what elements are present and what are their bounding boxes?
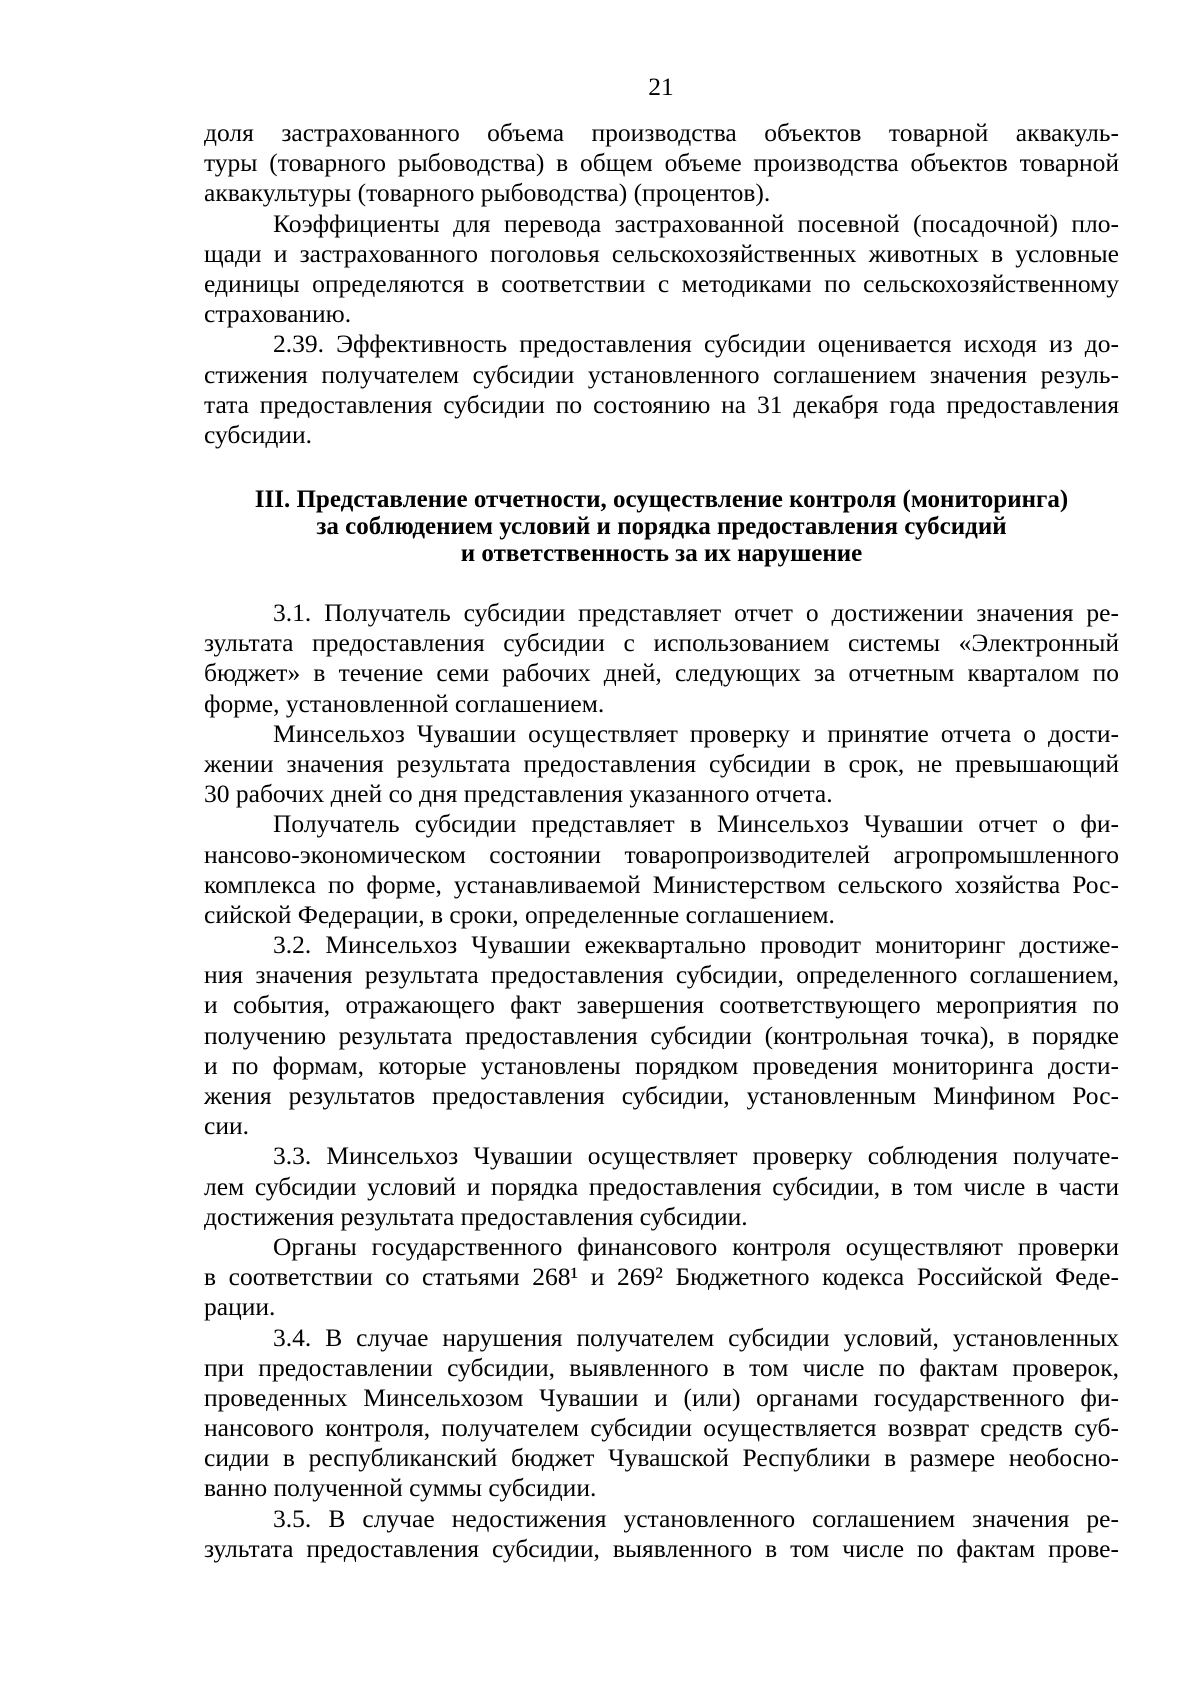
text-line: нансово-экономическом состоянии товаропроизводителей агропромышленного bbox=[204, 839, 1119, 869]
text-line: щади и застрахованного поголовья сельскохозяйственных животных в условные bbox=[204, 238, 1119, 268]
text-line: Органы государственного финансового контроля осуществляют проверки bbox=[273, 1231, 1119, 1261]
text-line: комплекса по форме, устанавливаемой Министерством сельского хозяйства Рос- bbox=[204, 869, 1119, 899]
text-line: сидии в республиканский бюджет Чувашской Республики в размере необосно- bbox=[204, 1443, 1119, 1473]
paragraph bbox=[204, 329, 1119, 450]
text-line: получению результата предоставления субсидии (контрольная точка), в порядке bbox=[204, 1020, 1119, 1050]
page-number: 21 bbox=[648, 72, 674, 101]
text-line: 2.39. Эффективность предоставления субсидии оценивается исходя из до- bbox=[273, 329, 1119, 359]
paragraph bbox=[204, 1232, 1119, 1323]
text-line: субсидии. bbox=[204, 419, 312, 449]
text-line: зультата предоставления субсидии с использованием системы «Электронный bbox=[204, 628, 1119, 658]
text-line: тата предоставления субсидии по состоянию на 31 декабря года предоставления bbox=[204, 389, 1119, 419]
text-line: и по формам, которые установлены порядком проведения мониторинга дости- bbox=[204, 1050, 1119, 1080]
text-line: Коэффициенты для перевода застрахованной посевной (посадочной) пло- bbox=[273, 208, 1119, 238]
paragraph bbox=[204, 930, 1119, 1141]
text-line: лем субсидии условий и порядка предоставления субсидии, в том числе в части bbox=[204, 1171, 1119, 1201]
text-line: форме, установленной соглашением. bbox=[204, 688, 605, 718]
text-line: бюджет» в течение семи рабочих дней, следующих за отчетным кварталом по bbox=[204, 658, 1119, 688]
paragraph bbox=[204, 118, 1119, 209]
text-line: страхованию. bbox=[204, 299, 352, 329]
text-line: 3.5. В случае недостижения установленного соглашением значения ре- bbox=[273, 1503, 1119, 1533]
text-line: проведенных Минсельхозом Чувашии и (или) органами государственного фи- bbox=[204, 1382, 1119, 1412]
paragraph bbox=[204, 1141, 1119, 1232]
text-line: зультата предоставления субсидии, выявленного в том числе по фактам прове- bbox=[204, 1533, 1119, 1563]
text-line: сии. bbox=[204, 1111, 249, 1141]
text-line: единицы определяются в соответствии с методиками по сельскохозяйственному bbox=[204, 268, 1119, 298]
text-line: нансового контроля, получателем субсидии осуществляется возврат средств суб- bbox=[204, 1413, 1119, 1443]
text-line: доля застрахованного объема производства объектов товарной аквакуль- bbox=[204, 118, 1119, 147]
paragraph bbox=[204, 598, 1119, 719]
text-line: стижения получателем субсидии установленного соглашением значения резуль- bbox=[204, 359, 1119, 389]
text-line: 3.3. Минсельхоз Чувашии осуществляет проверку соблюдения получате- bbox=[273, 1141, 1119, 1171]
text-line: и события, отражающего факт завершения соответствующего мероприятия по bbox=[204, 990, 1119, 1020]
paragraph bbox=[204, 809, 1119, 930]
text-line: рации. bbox=[204, 1292, 276, 1322]
heading-line: III. Представление отчетности, осуществление контроля (мониторинга) bbox=[254, 486, 1069, 513]
text-line: в соответствии со статьями 268¹ и 269² Бюджетного кодекса Российской Феде- bbox=[204, 1262, 1119, 1292]
heading-line: за соблюдением условий и порядка предоставления субсидий bbox=[316, 513, 1007, 540]
body-text-top bbox=[204, 118, 1119, 450]
text-line: аквакультуры (товарного рыбоводства) (процентов). bbox=[204, 178, 771, 208]
paragraph bbox=[204, 1323, 1119, 1504]
text-line: жения результатов предоставления субсидии, установленным Минфином Рос- bbox=[204, 1081, 1119, 1110]
paragraph bbox=[204, 719, 1119, 810]
text-line: сийской Федерации, в сроки, определенные соглашением. bbox=[204, 899, 835, 929]
text-line: 3.2. Минсельхоз Чувашии ежеквартально проводит мониторинг достиже- bbox=[273, 930, 1119, 960]
heading-line: и ответственность за их нарушение bbox=[460, 540, 863, 567]
paragraph bbox=[204, 209, 1119, 330]
text-line: Получатель субсидии представляет в Минсельхоз Чувашии отчет о фи- bbox=[273, 809, 1119, 839]
text-line: ванно полученной суммы субсидии. bbox=[204, 1473, 597, 1503]
text-line: ния значения результата предоставления субсидии, определенного соглашением, bbox=[204, 960, 1119, 990]
text-line: 3.4. В случае нарушения получателем субсидии условий, установленных bbox=[273, 1322, 1119, 1352]
text-line: 30 рабочих дней со дня представления указанного отчета. bbox=[204, 779, 833, 809]
text-line: 3.1. Получатель субсидии представляет отчет о достижении значения ре- bbox=[273, 598, 1119, 627]
text-line: жении значения результата предоставления субсидии в срок, не превышающий bbox=[204, 748, 1119, 778]
text-line: достижения результата предоставления субсидии. bbox=[204, 1201, 748, 1231]
section-heading bbox=[204, 486, 1119, 567]
paragraph bbox=[204, 1504, 1119, 1564]
text-line: Минсельхоз Чувашии осуществляет проверку и принятие отчета о дости- bbox=[273, 718, 1119, 748]
body-text-main bbox=[204, 598, 1119, 1564]
text-line: при предоставлении субсидии, выявленного в том числе по фактам проверок, bbox=[204, 1352, 1119, 1382]
text-line: туры (товарного рыбоводства) в общем объеме производства объектов товарной bbox=[204, 148, 1119, 178]
